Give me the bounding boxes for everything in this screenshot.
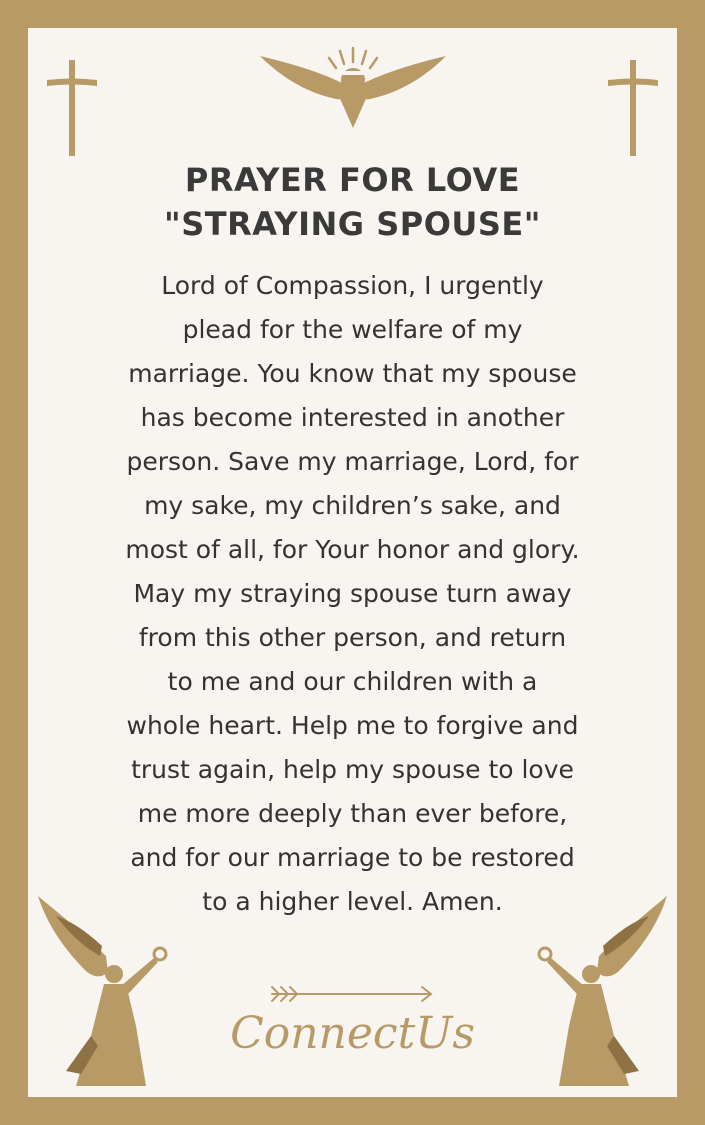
prayer-line: and for our marriage to be restored bbox=[130, 843, 575, 872]
title-line-2: "STRAYING SPOUSE" bbox=[164, 205, 541, 243]
prayer-line: from this other person, and return bbox=[138, 623, 567, 652]
prayer-line: has become interested in another bbox=[140, 403, 565, 432]
angel-icon bbox=[519, 886, 669, 1094]
prayer-card bbox=[28, 28, 677, 1097]
prayer-line: person. Save my marriage, Lord, for bbox=[126, 447, 579, 476]
prayer-line: Lord of Compassion, I urgently bbox=[161, 271, 544, 300]
prayer-line: trust again, help my spouse to love bbox=[131, 755, 574, 784]
title-line-1: PRAYER FOR LOVE bbox=[184, 161, 521, 199]
prayer-line: whole heart. Help me to forgive and bbox=[126, 711, 579, 740]
cross-icon bbox=[45, 58, 99, 158]
angel-icon bbox=[36, 886, 186, 1094]
prayer-line: marriage. You know that my spouse bbox=[128, 359, 577, 388]
winged-sun-icon bbox=[258, 44, 448, 130]
prayer-line: to me and our children with a bbox=[167, 667, 538, 696]
brand-logo: ConnectUs bbox=[230, 1008, 475, 1059]
prayer-line: May my straying spouse turn away bbox=[133, 579, 572, 608]
prayer-line: my sake, my children’s sake, and bbox=[144, 491, 561, 520]
prayer-line: me more deeply than ever before, bbox=[137, 799, 568, 828]
prayer-text bbox=[52, 264, 653, 924]
prayer-line: most of all, for Your honor and glory. bbox=[125, 535, 580, 564]
page-title bbox=[28, 158, 677, 246]
arrow-icon bbox=[268, 983, 438, 1005]
prayer-line: plead for the welfare of my bbox=[182, 315, 523, 344]
cross-icon bbox=[606, 58, 660, 158]
prayer-line: to a higher level. Amen. bbox=[202, 887, 503, 916]
